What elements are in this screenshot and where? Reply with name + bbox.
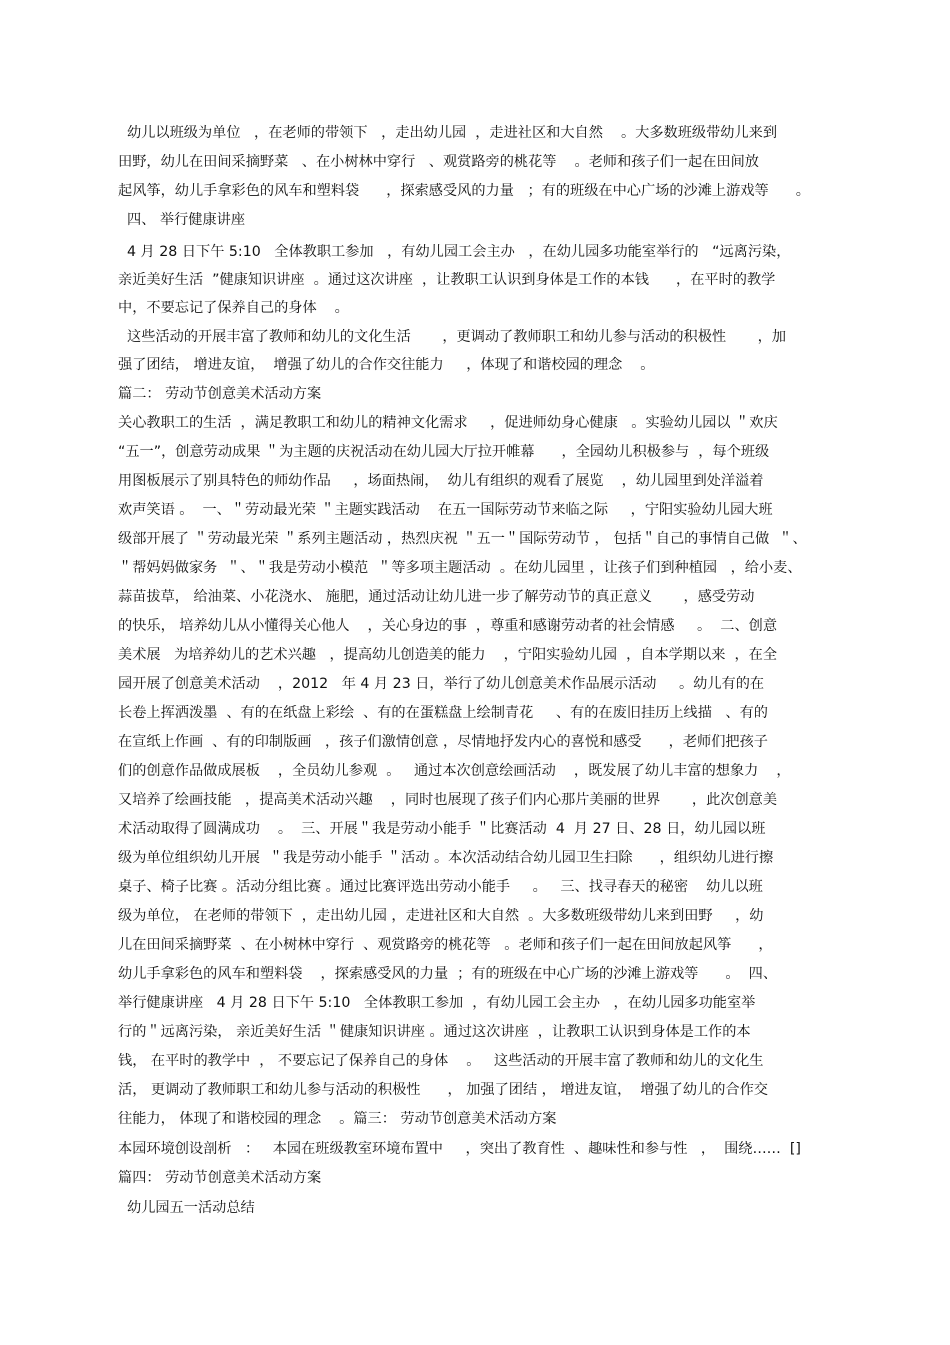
text-line: 举行健康讲座 4 月 28 日下午 5:10 全体教职工参加 ，有幼儿园工会主办 ，在幼儿园多功能室举 [118, 995, 756, 1011]
text-line: 桌子、椅子比赛 。活动分组比赛 。通过比赛评选出劳动小能手 。 三、找寻春天的秘密 幼儿以班 [118, 879, 763, 895]
text-line: 田野，幼儿在田间采摘野菜 、在小树林中穿行 、观赏路旁的桃花等 。老师和孩子们一起在田间放 [118, 154, 759, 170]
section-heading: 四、 举行健康讲座 [118, 212, 246, 228]
text-line: 本园环境创设剖析 ： 本园在班级教室环境布置中 ，突出了教育性 、趣味性和参与性 ， 围绕…… [] [118, 1141, 801, 1157]
text-line: 这些活动的开展丰富了教师和幼儿的文化生活 ，更调动了教师职工和幼儿参与活动的积极性 ，加 [118, 329, 787, 345]
text-line: 们的创意作品做成展板 ，全员幼儿参观 。 通过本次创意绘画活动 ，既发展了幼儿丰富的想象力 ， [118, 763, 791, 779]
text-line: 欢声笑语 。 一、＂劳动最光荣 ＂主题实践活动 在五一国际劳动节来临之际 ，宁阳实验幼儿园大班 [118, 502, 773, 518]
text-line: 级为单位， 在老师的带领下 ，走出幼儿园 ，走进社区和大自然 。大多数班级带幼儿来到田野 ，幼 [118, 908, 764, 924]
text-line: 幼儿以班级为单位 ，在老师的带领下 ，走出幼儿园 ，走进社区和大自然 。大多数班级带幼儿来到 [118, 125, 778, 141]
text-line: 起风筝，幼儿手拿彩色的风车和塑料袋 ，探索感受风的力量 ；有的班级在中心广场的沙滩上游戏等 。 [118, 183, 810, 199]
text-line: 活， 更调动了教师职工和幼儿参与活动的积极性 ， 加强了团结 ， 增进友谊， 增强了幼儿的合作交 [118, 1082, 768, 1098]
text-line: 的快乐， 培养幼儿从小懂得关心他人 ，关心身边的事 ，尊重和感谢劳动者的社会情感 。 二、创意 [118, 618, 778, 634]
text-line: “五一”，创意劳动成果 ＂为主题的庆祝活动在幼儿园大厅拉开帷幕 ，全园幼儿积极参与 ，每个班级 [118, 444, 770, 460]
text-line: 4 月 28 日下午 5:10 全体教职工参加 ，有幼儿园工会主办 ，在幼儿园多功能室举行的 “远离污染， [118, 244, 791, 260]
text-line: 幼儿园五一活动总结 [118, 1200, 255, 1216]
text-line: 幼儿手拿彩色的风车和塑料袋 ，探索感受风的力量 ；有的班级在中心广场的沙滩上游戏等 。 四、 [118, 966, 778, 982]
text-line: 长卷上挥洒泼墨 、有的在纸盘上彩绘 、有的在蛋糕盘上绘制青花 、有的在废旧挂历上线描 、有的 [118, 705, 768, 721]
text-line: 级为单位组织幼儿开展 ＂我是劳动小能手 ＂活动 。本次活动结合幼儿园卫生扫除 ，组织幼儿进行擦 [118, 850, 774, 866]
text-line: 在宣纸上作画 、有的印制版画 ，孩子们激情创意 ，尽情地抒发内心的喜悦和感受 ，老师们把孩子 [118, 734, 768, 750]
text-line: 亲近美好生活 ”健康知识讲座 。通过这次讲座 ，让教职工认识到身体是工作的本钱 ，在平时的教学 [118, 272, 776, 288]
text-line: 又培养了绘画技能 ，提高美术活动兴趣 ，同时也展现了孩子们内心那片美丽的世界 ，此次创意美 [118, 792, 778, 808]
text-line: 用图板展示了别具特色的师幼作品 ，场面热闹， 幼儿有组织的观看了展览 ，幼儿园里到处洋溢着 [118, 473, 764, 489]
text-line: 级部开展了 ＂劳动最光荣 ＂系列主题活动 ，热烈庆祝 ＂五一＂国际劳动节 ， 包括＂自己的事情自己做 ＂、 [118, 531, 807, 547]
text-line: 蒜苗拔草， 给油菜、小花浇水、 施肥，通过活动让幼儿进一步了解劳动节的真正意义 ，感受劳动 [118, 589, 755, 605]
section-title: 篇四： 劳动节创意美术活动方案 [118, 1170, 322, 1186]
text-line: 中，不要忘记了保养自己的身体 。 [118, 300, 349, 316]
section-title: 篇二： 劳动节创意美术活动方案 [118, 386, 322, 402]
text-line: 园开展了创意美术活动 ，2012 年 4 月 23 日，举行了幼儿创意美术作品展示活动 。幼儿有的在 [118, 676, 765, 692]
text-line: 关心教职工的生活 ，满足教职工和幼儿的精神文化需求 ，促进师幼身心健康 。实验幼儿园以 ＂欢庆 [118, 415, 778, 431]
text-line: 行的＂远离污染， 亲近美好生活 ＂健康知识讲座 。通过这次讲座 ，让教职工认识到身体是工作的本 [118, 1024, 751, 1040]
text-line: 术活动取得了圆满成功 。 三、开展＂我是劳动小能手 ＂比赛活动 4 月 27 日、28 日，幼儿园以班 [118, 821, 766, 837]
text-line: 往能力， 体现了和谐校园的理念 。篇三： 劳动节创意美术活动方案 [118, 1111, 557, 1127]
text-line: ＂帮妈妈做家务 ＂、＂我是劳动小模范 ＂等多项主题活动 。在幼儿园里 ，让孩子们到种植园 ，给小麦、 [118, 560, 802, 576]
text-line: 美术展 为培养幼儿的艺术兴趣 ，提高幼儿创造美的能力 ，宁阳实验幼儿园 ，自本学期以来 ，在全 [118, 647, 778, 663]
text-line: 强了团结， 增进友谊， 增强了幼儿的合作交往能力 ，体现了和谐校园的理念 。 [118, 357, 655, 373]
text-line: 儿在田间采摘野菜 、在小树林中穿行 、观赏路旁的桃花等 。老师和孩子们一起在田间放起风筝 ， [118, 937, 773, 953]
text-line: 钱， 在平时的教学中 ， 不要忘记了保养自己的身体 。 这些活动的开展丰富了教师和幼儿的文化生 [118, 1053, 764, 1069]
